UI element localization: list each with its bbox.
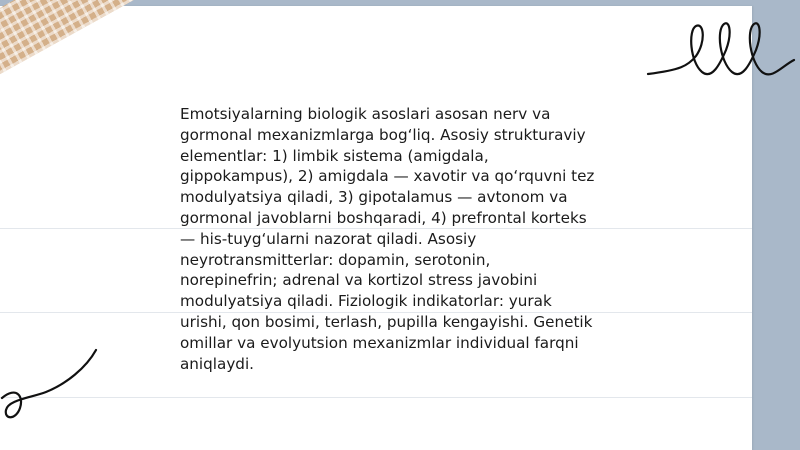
loop-scribble-icon [640, 14, 800, 84]
curl-scribble-icon [0, 348, 110, 428]
rule-line [0, 397, 752, 398]
body-paragraph: Emotsiyalarning biologik asoslari asosan nerv va gormonal mexanizmlarga bog‘liq. Asosiy strukturaviy elementlar: 1) limbik sistema (amigdala, gippokampus), 2) amigdala — xavotir va qo‘rquvni tez modulyatsiya qiladi, 3) gipotalamus — avtonom va gormonal javoblarni boshqaradi, 4) prefrontal korteks — his-tuyg‘ularni nazorat qiladi. Asosiy neyrotransmitterlar: dopamin, serotonin, norepinefrin; adrenal va kortizol stress javobini modulyatsiya qiladi. Fiziologik indikatorlar: yurak urishi, qon bosimi, terlash, pupilla kengayishi. Genetik omillar va evolyutsion mexanizmlar individual farqni aniqlaydi. [180, 105, 595, 373]
